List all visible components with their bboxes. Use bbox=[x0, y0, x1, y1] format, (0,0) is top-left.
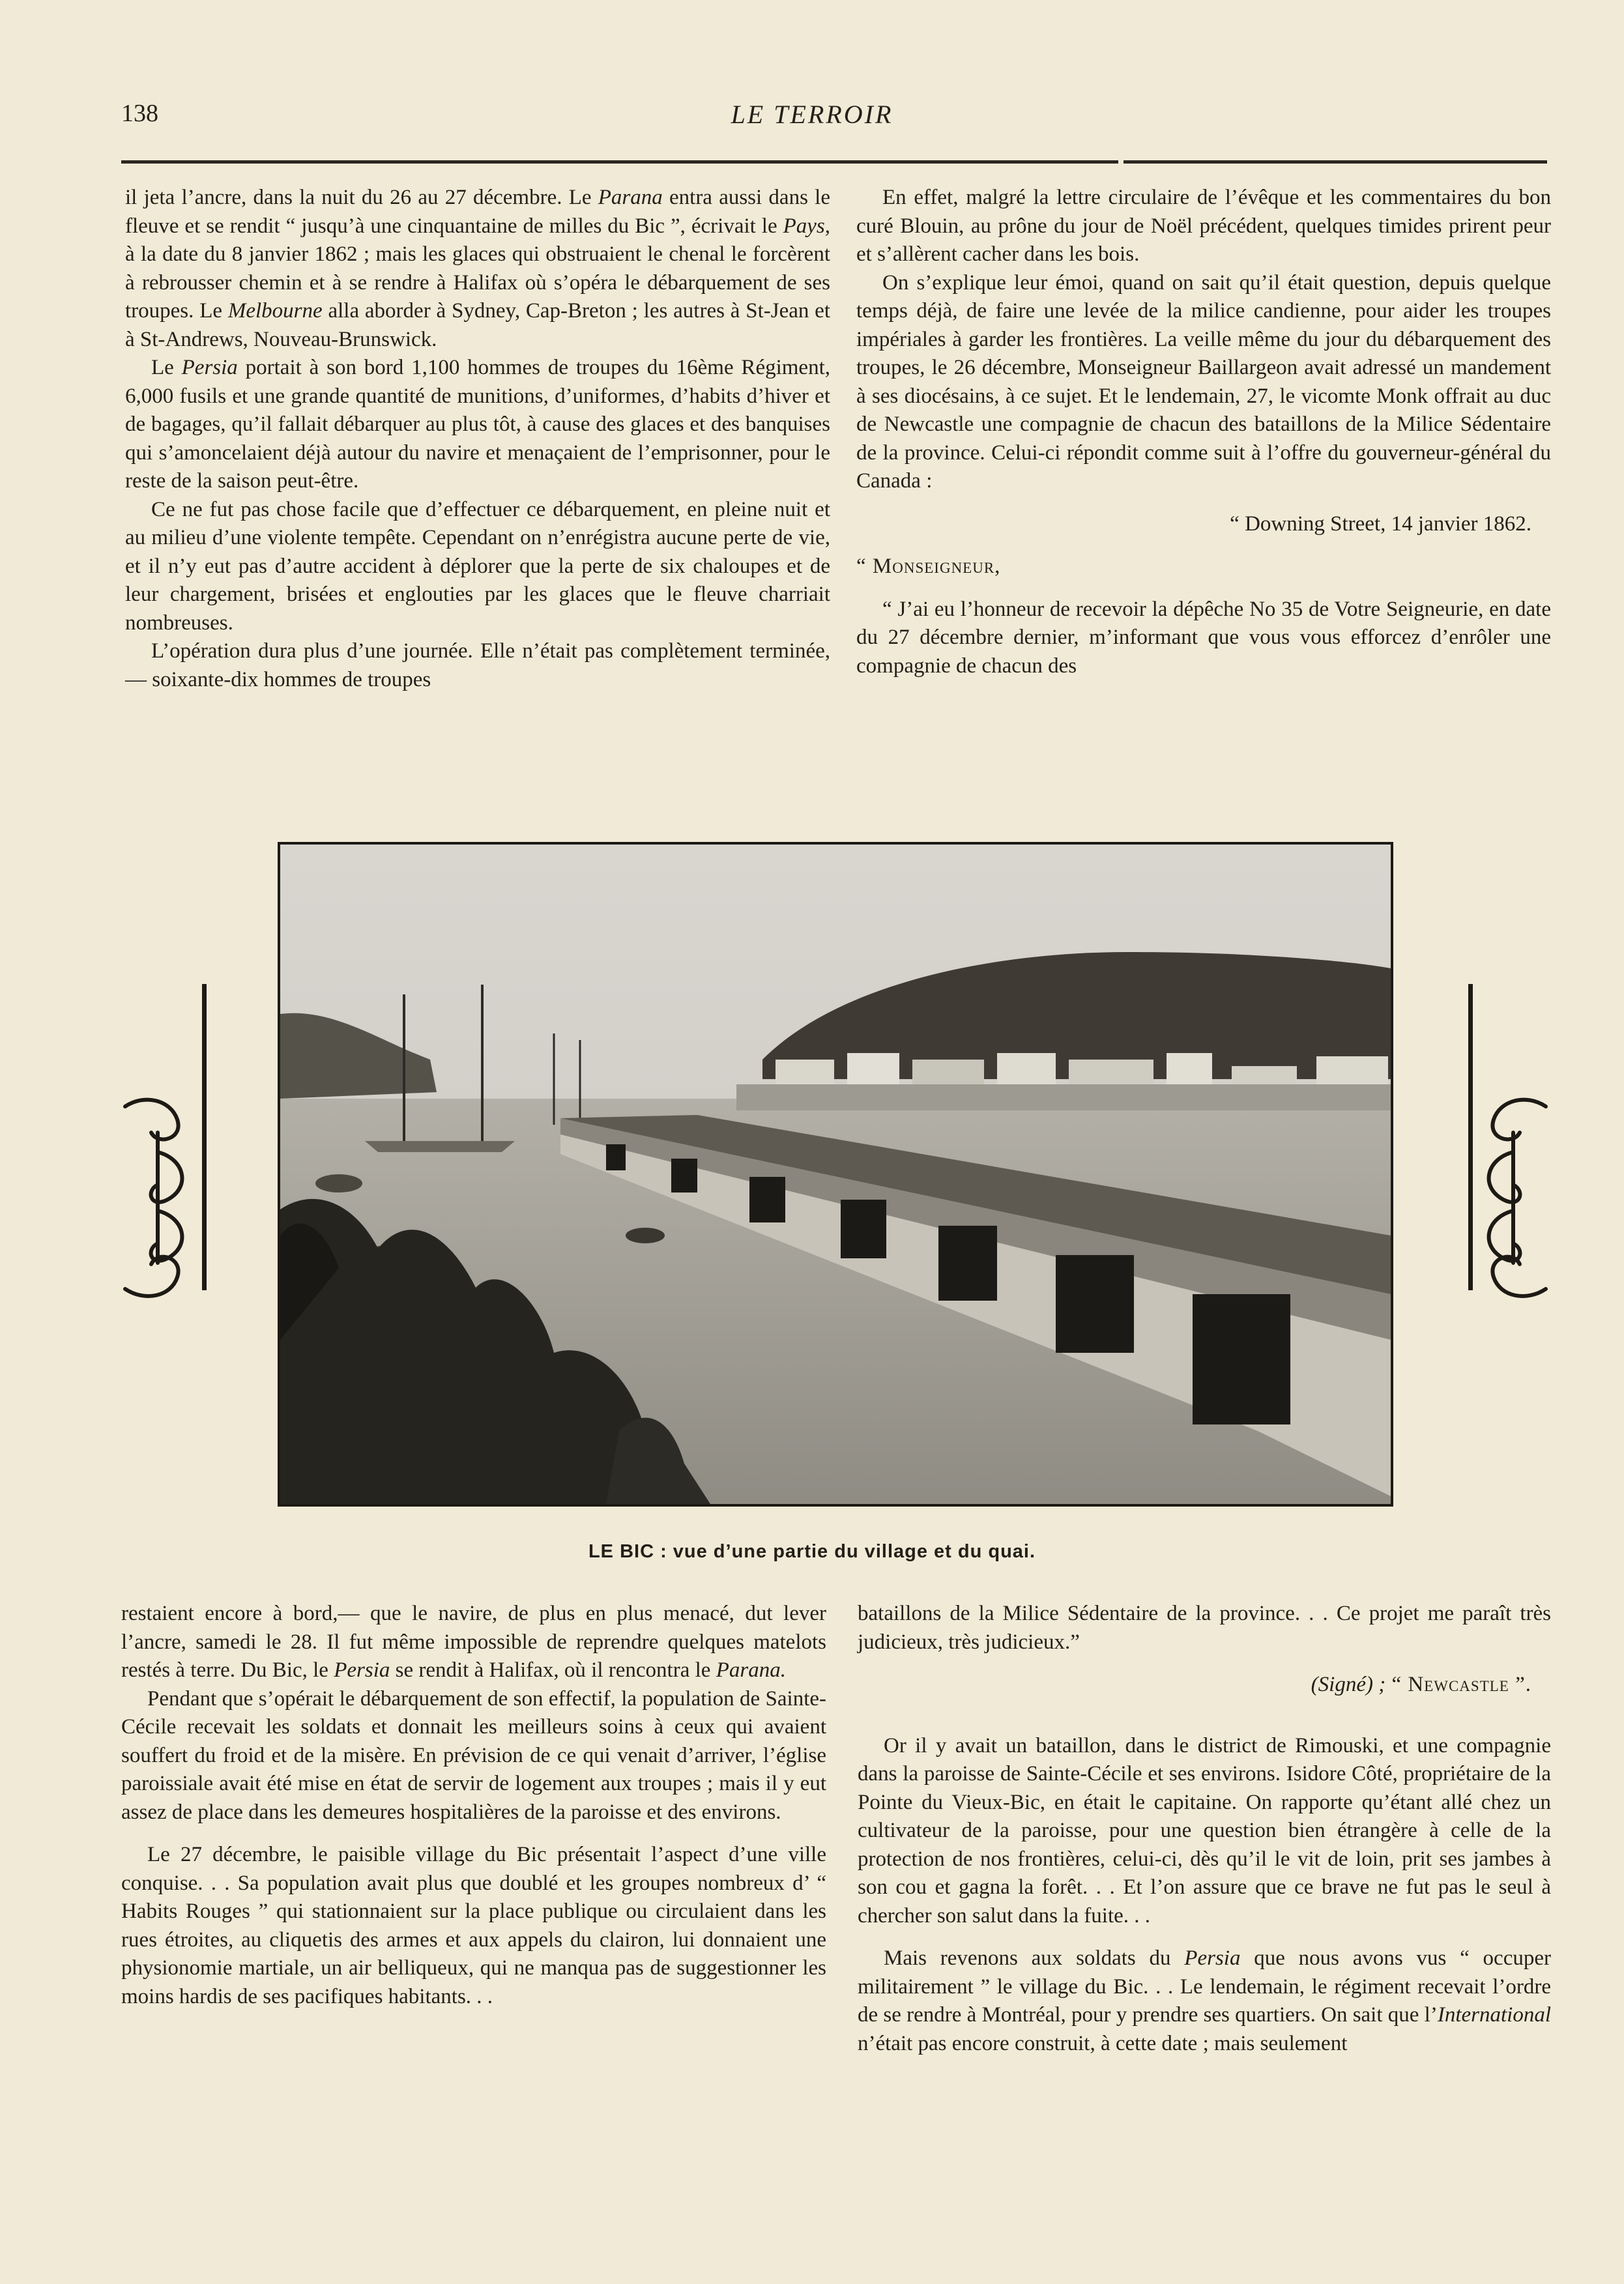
paragraph: On s’explique leur émoi, quand on sait qu’il était question, depuis quelque temps déjà, de faire une levée de la milice candienne, pour aider les troupes impériales à garder les frontières. La veille même du jour du débarquement des troupes, le 26 décembre, Monseigneur Baillargeon avait adressé un mandement à ses diocésains, à ce sujet. Et le lendemain, 27, le vicomte Monk offrait au duc de Newcastle une compagnie de chacun des bataillons de la Milice Sédentaire de la province. Celui-ci répondit comme suit à l’offre du gouverneur-général du Canada : bbox=[856, 270, 1551, 493]
ornament-bar-right bbox=[1468, 984, 1473, 1290]
letter-signature: (Signé) ; “ Newcastle ”. bbox=[1311, 1673, 1531, 1696]
right-column-top bbox=[856, 184, 1551, 680]
left-column-top bbox=[125, 184, 830, 694]
paragraph: Mais revenons aux soldats du Persia que nous avons vus “ occuper militairement ” le village du Bic. . . Le lendemain, le régiment recevait l’ordre de se rendre à Montréal, pour y prendre ses quartiers. On sait que l’International n’était pas encore construit, à cette date ; mais seulement bbox=[858, 1946, 1551, 2055]
paragraph: Or il y avait un bataillon, dans le district de Rimouski, et une compagnie dans la paroisse de Sainte-Cécile et ses environs. Isidore Côté, propriétaire de la Pointe du Vieux-Bic, en était le capitaine. On rapporte qu’étant allé chez un cultivateur de la paroisse, pour une question bien étrangère à celle de la protection de nos frontières, celui-ci, dès qu’il le vit de loin, prit ses jambes à son cou et gagna la forêt. . . Et l’on assure que ce brave ne fut pas le seul à chercher son salut dans la fuite. . . bbox=[858, 1733, 1551, 1928]
paragraph: Le Persia portait à son bord 1,100 hommes de troupes du 16ème Régiment, 6,000 fusils et une grande quantité de munitions, d’uniformes, d’habits d’hiver et de bagages, qu’il fallait débarquer au plus tôt, à cause des glaces et des banquises qui s’amoncelaient déjà autour du navire et menaçaient de l’emprisonner, pour le reste de la saison peut-être. bbox=[125, 356, 830, 493]
paragraph: L’opération dura plus d’une journée. Elle n’était pas complètement terminée,— soixante-dix hommes de troupes bbox=[125, 639, 830, 691]
paragraph: En effet, malgré la lettre circulaire de l’évêque et les commentaires du bon curé Blouin, au prône du jour de Noël précédent, quelques timides prirent peur et s’allèrent cacher dans les bois. bbox=[856, 186, 1551, 266]
photo-caption: LE BIC : vue d’une partie du village et du quai. bbox=[588, 1541, 1036, 1562]
header-rule-left bbox=[121, 160, 1118, 164]
right-column-bottom bbox=[858, 1600, 1551, 2058]
paragraph: Pendant que s’opérait le débarquement de son effectif, la population de Sainte-Cécile recevait les soldats et donnait les meilleurs soins à ceux qui avaient souffert du froid et de la misère. En prévision de ce qui venait d’arriver, l’église paroissiale avait été mise en état de servir de logement aux troupes ; mais il y eut assez de place dans les demeures hospitalières de la paroisse et des environs. bbox=[121, 1686, 826, 1824]
paragraph: il jeta l’ancre, dans la nuit du 26 au 27 décembre. Le Parana entra aussi dans le fleuve et se rendit “ jusqu’à une cinquantaine de milles du Bic ”, écrivait le Pays, à la date du 8 janvier 1862 ; mais les glaces qui obstruaient le chenal le forcèrent à rebrousser chemin et à se rendre à Halifax où s’opéra le débarquement de ses troupes. Le Melbourne alla aborder à Sydney, Cap-Breton ; les autres à St-Jean et à St-Andrews, Nouveau-Brunswick. bbox=[125, 186, 830, 351]
ornament-scroll-right-icon bbox=[1474, 1093, 1552, 1303]
paragraph: bataillons de la Milice Sédentaire de la province. . . Ce projet me paraît très judicieux, très judicieux.” bbox=[858, 1602, 1551, 1654]
running-title: LE TERROIR bbox=[731, 100, 893, 129]
header-rule-right bbox=[1124, 160, 1547, 164]
letter-dateline: “ Downing Street, 14 janvier 1862. bbox=[1230, 512, 1531, 536]
paragraph: Le 27 décembre, le paisible village du Bic présentait l’aspect d’une ville conquise. . . Sa population avait plus que doublé et les groupes nombreux d’ “ Habits Rouges ” qui stationnaient sur la place publique ou circulaient dans les rues étroites, au cliquetis des armes et aux appels du clairon, lui donnaient une physionomie martiale, un air belliqueux, qui ne manqua pas de suggestionner les moins hardis de ses pacifiques habitants. . . bbox=[121, 1843, 826, 2008]
paragraph: restaient encore à bord,— que le navire, de plus en plus menacé, dut lever l’ancre, samedi le 28. Il fut même impossible de reprendre quelques matelots restés à terre. Du Bic, le Persia se rendit à Halifax, où il rencontra le Parana. bbox=[121, 1602, 826, 1682]
ornament-bar-left bbox=[202, 984, 207, 1290]
page-number: 138 bbox=[121, 100, 158, 127]
photo-le-bic-village-and-wharf bbox=[278, 842, 1393, 1507]
photograph bbox=[280, 845, 1391, 1504]
paragraph: Ce ne fut pas chose facile que d’effectuer ce débarquement, en pleine nuit et au milieu d’une violente tempête. Cependant on n’enrégistra aucune perte de vie, et il n’y eut pas d’autre accident à déplorer que la perte de six chaloupes et de leur chargement, brisées et englouties par les glaces que le fleuve charriait nombreuses. bbox=[125, 497, 830, 635]
ornament-scroll-left-icon bbox=[119, 1093, 197, 1303]
paragraph: “ J’ai eu l’honneur de recevoir la dépêche No 35 de Votre Seigneurie, en date du 27 décembre dernier, m’informant que vous vous efforcez d’enrôler une compagnie de chacun des bbox=[856, 597, 1551, 678]
left-column-bottom bbox=[121, 1600, 826, 2011]
letter-salutation: “ Monseigneur, bbox=[856, 555, 1001, 578]
